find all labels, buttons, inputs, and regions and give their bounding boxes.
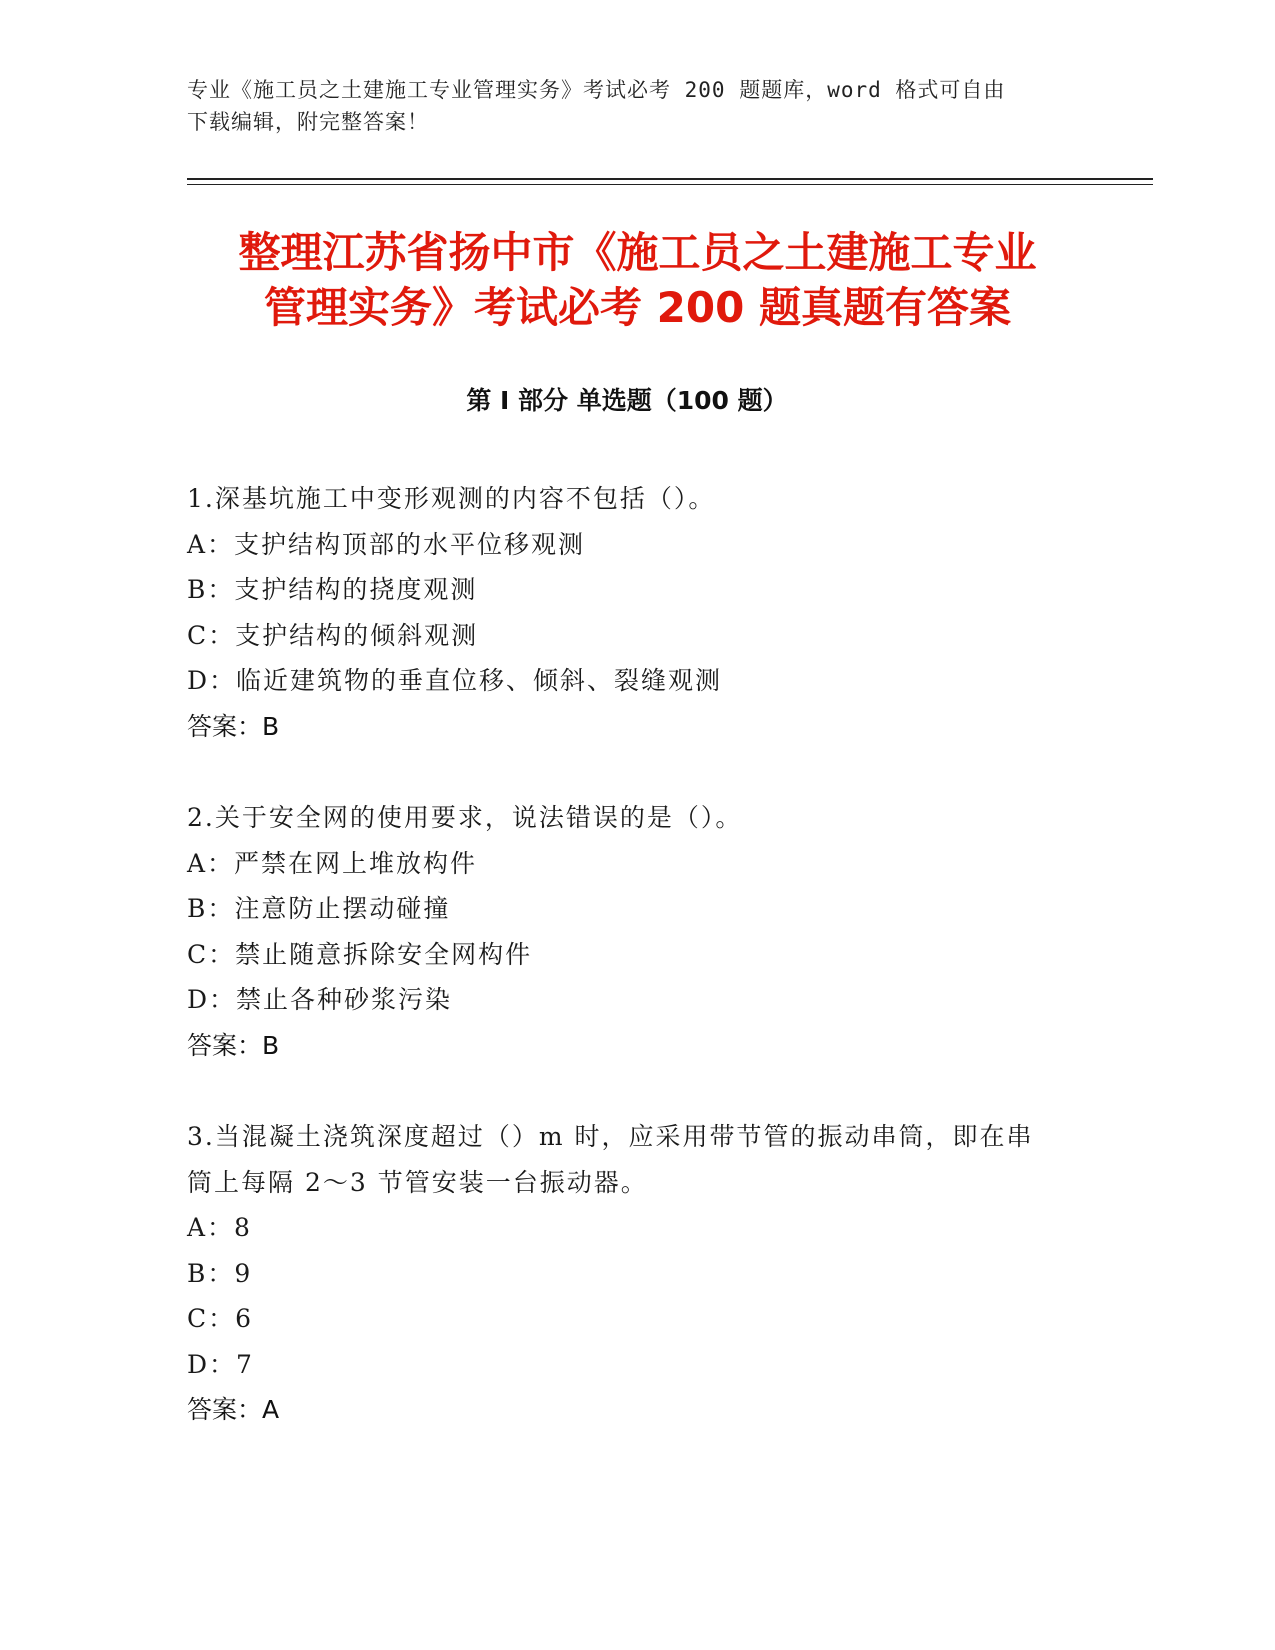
option-c: C：支护结构的倾斜观测 bbox=[187, 620, 479, 650]
option-b: B：支护结构的挠度观测 bbox=[187, 575, 478, 604]
option-b: B：9 bbox=[187, 1258, 253, 1288]
header-note-line-1: 专业《施工员之土建施工专业管理实务》考试必考 200 题题库，word 格式可自由 bbox=[187, 78, 1006, 102]
answer: 答案：B bbox=[187, 711, 280, 741]
document-title-line-1: 整理江苏省扬中市《施工员之土建施工专业 bbox=[238, 228, 1037, 277]
question-stem: 1.深基坑施工中变形观测的内容不包括（）。 bbox=[187, 484, 716, 513]
document-title bbox=[120, 225, 1155, 335]
option-d: D：临近建筑物的垂直位移、倾斜、裂缝观测 bbox=[187, 666, 723, 695]
question-2 bbox=[187, 795, 1087, 1068]
document-title-line-2: 管理实务》考试必考 200 题真题有答案 bbox=[264, 283, 1011, 332]
question-stem-continued: 筒上每隔 2～3 节管安装一台振动器。 bbox=[187, 1167, 648, 1197]
option-a: A：严禁在网上堆放构件 bbox=[187, 848, 478, 878]
section-title: 第 I 部分 单选题（100 题） bbox=[466, 386, 788, 415]
header-note-line-2: 下载编辑，附完整答案！ bbox=[187, 110, 429, 134]
question-list bbox=[187, 476, 1087, 1479]
question-stem: 3.当混凝土浇筑深度超过（）m 时，应采用带节管的振动串筒，即在串 bbox=[187, 1122, 1034, 1151]
question-stem: 2.关于安全网的使用要求，说法错误的是（）。 bbox=[187, 803, 743, 832]
header-divider-thick bbox=[187, 178, 1153, 180]
option-b: B：注意防止摆动碰撞 bbox=[187, 894, 451, 923]
option-c: C：6 bbox=[187, 1304, 254, 1333]
question-3 bbox=[187, 1114, 1087, 1433]
option-a: A：支护结构顶部的水平位移观测 bbox=[187, 529, 586, 559]
option-d: D：7 bbox=[187, 1349, 254, 1379]
option-c: C：禁止随意拆除安全网构件 bbox=[187, 939, 533, 969]
header-divider-thin bbox=[187, 184, 1153, 185]
option-a: A：8 bbox=[187, 1213, 252, 1242]
answer: 答案：A bbox=[187, 1395, 280, 1424]
header-note bbox=[187, 74, 1067, 138]
question-1 bbox=[187, 476, 1087, 749]
option-d: D：禁止各种砂浆污染 bbox=[187, 985, 453, 1014]
answer: 答案：B bbox=[187, 1030, 280, 1060]
